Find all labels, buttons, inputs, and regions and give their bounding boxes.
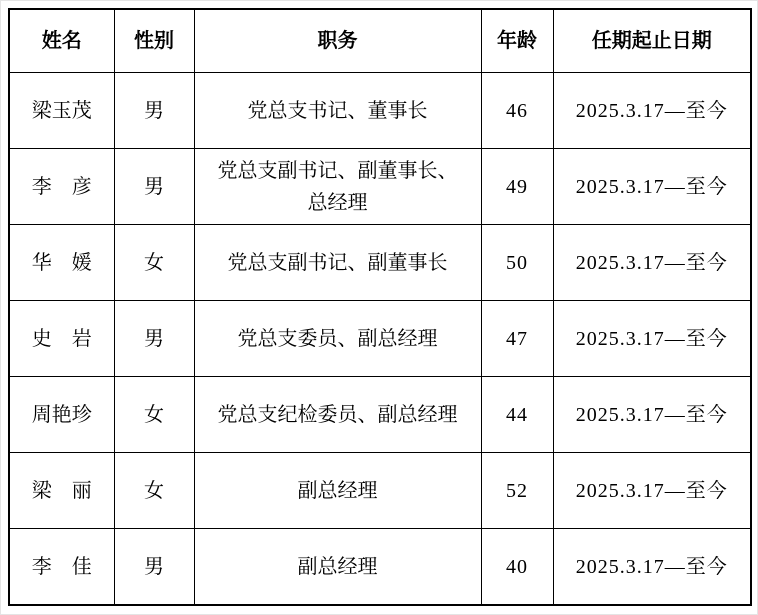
cell-age: 46 [481, 73, 553, 149]
cell-name: 李 佳 [9, 529, 114, 606]
cell-term: 2025.3.17—至今 [553, 529, 751, 606]
cell-position: 党总支副书记、副董事长 [194, 225, 481, 301]
column-header-term: 任期起止日期 [553, 9, 751, 73]
cell-gender: 女 [114, 225, 194, 301]
cell-term: 2025.3.17—至今 [553, 149, 751, 225]
column-header-gender: 性别 [114, 9, 194, 73]
cell-gender: 男 [114, 529, 194, 606]
officers-table [8, 8, 752, 606]
cell-age: 44 [481, 377, 553, 453]
cell-position: 党总支副书记、副董事长、总经理 [194, 149, 481, 225]
cell-position: 党总支书记、董事长 [194, 73, 481, 149]
cell-gender: 男 [114, 301, 194, 377]
cell-gender: 男 [114, 73, 194, 149]
cell-term: 2025.3.17—至今 [553, 225, 751, 301]
column-header-position: 职务 [194, 9, 481, 73]
cell-age: 52 [481, 453, 553, 529]
column-header-age: 年龄 [481, 9, 553, 73]
cell-position: 副总经理 [194, 529, 481, 606]
cell-position: 党总支纪检委员、副总经理 [194, 377, 481, 453]
cell-name: 梁玉茂 [9, 73, 114, 149]
cell-name: 李 彦 [9, 149, 114, 225]
table-row [9, 149, 751, 225]
cell-age: 50 [481, 225, 553, 301]
table-row [9, 301, 751, 377]
table-row [9, 73, 751, 149]
cell-age: 47 [481, 301, 553, 377]
column-header-name: 姓名 [9, 9, 114, 73]
cell-name: 史 岩 [9, 301, 114, 377]
cell-gender: 女 [114, 453, 194, 529]
table-row [9, 529, 751, 606]
cell-position: 副总经理 [194, 453, 481, 529]
cell-term: 2025.3.17—至今 [553, 73, 751, 149]
cell-gender: 女 [114, 377, 194, 453]
cell-term: 2025.3.17—至今 [553, 301, 751, 377]
cell-gender: 男 [114, 149, 194, 225]
table-row [9, 453, 751, 529]
header-row [9, 9, 751, 73]
cell-position: 党总支委员、副总经理 [194, 301, 481, 377]
cell-name: 周艳珍 [9, 377, 114, 453]
cell-name: 梁 丽 [9, 453, 114, 529]
cell-term: 2025.3.17—至今 [553, 453, 751, 529]
cell-age: 40 [481, 529, 553, 606]
cell-age: 49 [481, 149, 553, 225]
cell-term: 2025.3.17—至今 [553, 377, 751, 453]
table-row [9, 377, 751, 453]
cell-name: 华 媛 [9, 225, 114, 301]
table-row [9, 225, 751, 301]
